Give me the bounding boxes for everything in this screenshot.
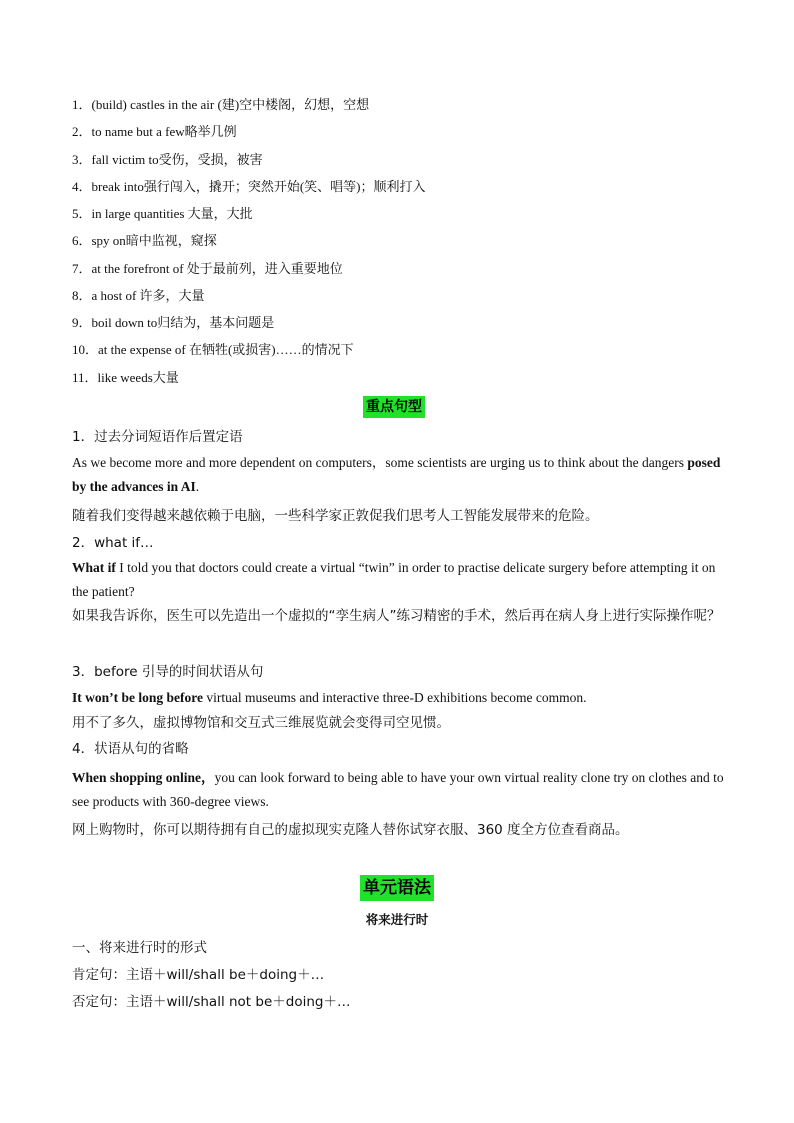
phrase-4: 4．break into强行闯入，撬开；突然开始(笑、唱等)；顺利打入: [72, 179, 426, 194]
grammar-line-2: 肯定句：主语＋will/shall be＋doing＋…: [72, 967, 325, 983]
sentence-translation-1: 随着我们变得越来越依赖于电脑，一些科学家正敦促我们思考人工智能发展带来的危险。: [72, 508, 599, 524]
sentence-example-3: [72, 686, 724, 710]
sentence-example-1: [72, 451, 724, 499]
phrase-9: 9．boil down to归结为，基本问题是: [72, 315, 275, 330]
phrase-5: 5．in large quantities 大量，大批: [72, 206, 253, 221]
sentence-example-4: [72, 766, 724, 814]
example-bold-text: It won’t be long before: [72, 690, 207, 705]
grammar-line-3: 否定句：主语＋will/shall not be＋doing＋…: [72, 994, 351, 1010]
sentence-heading-3: 3．before 引导的时间状语从句: [72, 664, 264, 680]
phrase-11: 11．like weeds大量: [72, 370, 179, 385]
sentence-heading-2: 2．what if…: [72, 535, 154, 551]
grammar-subtitle: 将来进行时: [365, 912, 429, 927]
sentence-heading-1: 1．过去分词短语作后置定语: [72, 429, 243, 445]
phrase-10: 10．at the expense of 在牺牲(或损害)……的情况下: [72, 342, 354, 357]
example-text: virtual museums and interactive three-D exhibitions become common.: [206, 690, 587, 705]
example-text-end: .: [195, 479, 200, 494]
sentence-translation-4: 网上购物时，你可以期待拥有自己的虚拟现实克隆人替你试穿衣服、360 度全方位查看商品。: [72, 822, 629, 838]
example-text: As we become more and more dependent on computers，some scientists are urging us to think about the dangers: [72, 455, 688, 470]
example-bold-text: posed by the advances in AI: [72, 455, 721, 494]
phrase-6: 6．spy on暗中监视，窥探: [72, 233, 217, 248]
example-text: you can look forward to being able to have your own virtual reality clone try on clothes and to see products with 360-degree views.: [72, 770, 724, 809]
phrase-7: 7．at the forefront of 处于最前列，进入重要地位: [72, 261, 343, 276]
phrase-2: 2．to name but a few略举几例: [72, 124, 237, 139]
phrase-1: 1．(build) castles in the air (建)空中楼阁，幻想，空想: [72, 97, 370, 112]
sentence-translation-2: 如果我告诉你，医生可以先造出一个虚拟的“孪生病人”练习精密的手术，然后再在病人身上进行实际操作呢？: [72, 608, 721, 624]
phrase-3: 3．fall victim to受伤，受损，被害: [72, 152, 263, 167]
example-bold-text: When shopping online，: [72, 770, 215, 785]
example-bold-text: What if: [72, 560, 120, 575]
sentence-translation-3: 用不了多久，虚拟博物馆和交互式三维展览就会变得司空见惯。: [72, 715, 450, 731]
example-text: I told you that doctors could create a virtual “twin” in order to practise delicate surgery before attempting it on the patient?: [72, 560, 716, 599]
section-title-key-sentences: 重点句型: [363, 396, 425, 418]
sentence-heading-4: 4．状语从句的省略: [72, 741, 189, 757]
phrase-8: 8．a host of 许多，大量: [72, 288, 205, 303]
grammar-line-1: 一、将来进行时的形式: [72, 940, 207, 956]
section-title-grammar: 单元语法: [360, 875, 434, 901]
sentence-example-2: [72, 556, 724, 604]
